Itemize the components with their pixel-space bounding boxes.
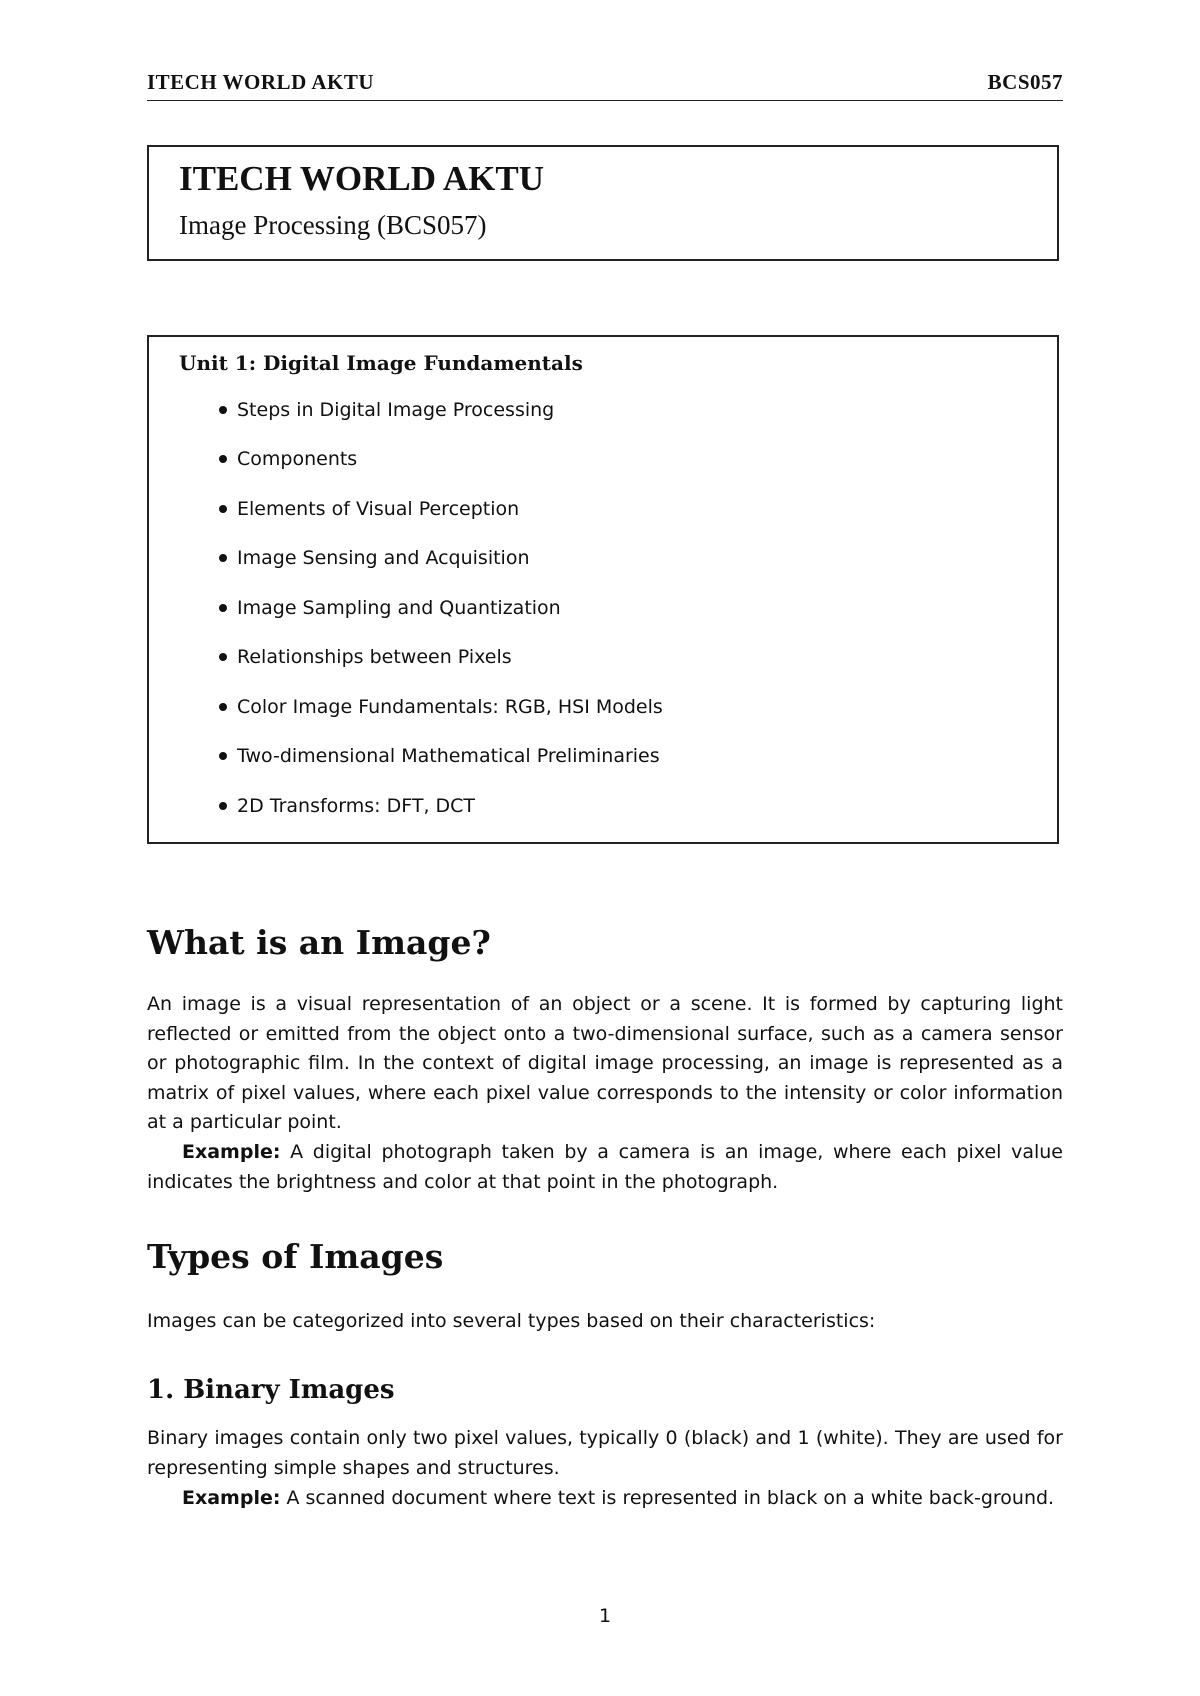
section-heading-types-of-images: Types of Images [147,1237,444,1276]
what-is-image-body: An image is a visual representation of an object or a scene. It is formed by capturing light reflected or emitted from the object onto a two-dimensional surface, such as a camera sensor or photographic film. In the context of digital image processing, an image is represented as a matrix of pixel values, where each pixel value corresponds to the intensity or color information at a particular point. [147,993,1063,1133]
list-item: Image Sensing and Acquisition [179,534,1027,584]
binary-images-body: Binary images contain only two pixel values, typically 0 (black) and 1 (white). They are used for representing simple shapes and structures. [147,1427,1063,1479]
document-title: ITECH WORLD AKTU [179,159,544,198]
what-is-image-example [147,1138,1063,1197]
bullet-icon [219,752,227,760]
bullet-icon [219,554,227,562]
list-item: Relationships between Pixels [179,633,1027,683]
list-item: Color Image Fundamentals: RGB, HSI Models [179,682,1027,732]
bullet-icon [219,802,227,810]
document-page [147,0,1063,1696]
section-heading-what-is-image: What is an Image? [147,923,491,962]
page-number: 1 [598,1605,612,1627]
example-text: A digital photograph taken by a camera is an image, where each pixel value indicates the brightness and color at that point in the photograph. [147,1141,1063,1193]
bullet-icon [219,604,227,612]
example-text: A scanned document where text is represented in black on a white back-ground. [286,1487,1055,1509]
list-item: 2D Transforms: DFT, DCT [179,781,1027,831]
bullet-icon [219,505,227,513]
types-of-images-body: Images can be categorized into several types based on their characteristics: [147,1310,876,1332]
example-label: Example: [182,1141,281,1163]
header-right: BCS057 [987,70,1063,94]
list-item: Image Sampling and Quantization [179,583,1027,633]
running-header [147,70,1063,101]
list-item: Components [179,435,1027,485]
header-left: ITECH WORLD AKTU [147,70,374,94]
unit-topic-list [179,385,1027,831]
bullet-icon [219,455,227,463]
example-label: Example: [182,1487,281,1509]
binary-images-example [147,1484,1063,1514]
list-item: Two-dimensional Mathematical Preliminaries [179,732,1027,782]
list-item: Elements of Visual Perception [179,484,1027,534]
list-item: Steps in Digital Image Processing [179,385,1027,435]
bullet-icon [219,653,227,661]
title-box [147,145,1059,261]
document-subtitle: Image Processing (BCS057) [179,210,487,240]
subsection-heading-binary-images: 1. Binary Images [147,1375,395,1405]
bullet-icon [219,406,227,414]
bullet-icon [219,703,227,711]
unit-title: Unit 1: Digital Image Fundamentals [179,351,583,375]
unit-syllabus-box [147,335,1059,844]
